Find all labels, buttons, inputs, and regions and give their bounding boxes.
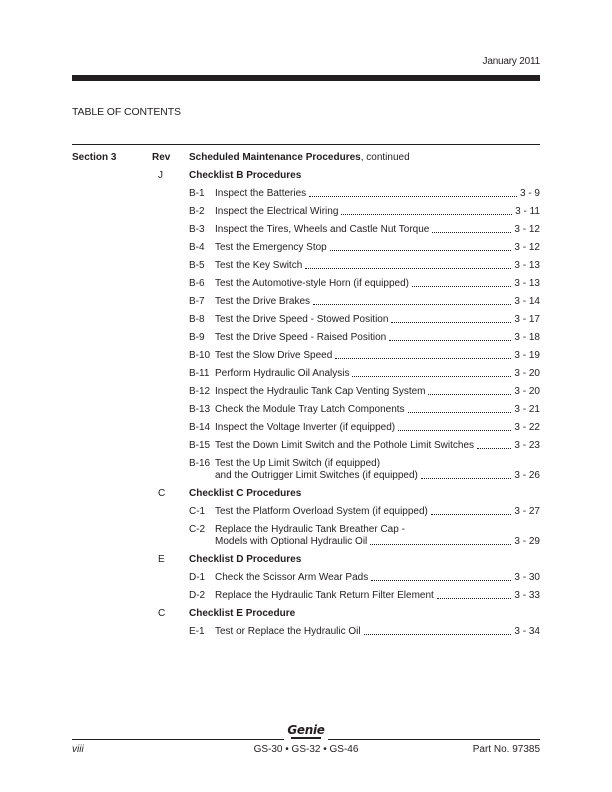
procedure-code: B-11 [189,368,210,379]
procedure-title: Test the Up Limit Switch (if equipped) [215,458,381,469]
toc-entry[interactable] [0,242,612,256]
page-ref: 3 - 27 [514,506,540,517]
page-ref: 3 - 12 [514,224,540,235]
dot-leader [330,250,512,251]
procedure-title: Check the Module Tray Latch Components [215,404,405,415]
procedure-code: B-15 [189,440,211,451]
procedure-title: Inspect the Batteries [215,188,307,199]
page-ref: 3 - 13 [514,278,540,289]
toc-checklist-heading [0,554,612,568]
dot-leader [389,340,511,341]
procedure-code: B-5 [189,260,205,271]
procedure-title: Test the Drive Brakes [215,296,311,307]
checklist-title: Checklist E Procedure [189,608,296,619]
procedure-code: B-6 [189,278,205,289]
toc-entry[interactable] [0,188,612,202]
dot-leader [370,544,511,545]
model-numbers: GS-30 • GS-32 • GS-46 [253,744,359,755]
dot-leader [428,394,511,395]
toc-entry[interactable] [0,590,612,604]
page-ref: 3 - 17 [514,314,540,325]
procedure-title: Inspect the Hydraulic Tank Cap Venting System [215,386,426,397]
part-number: Part No. 97385 [472,744,540,755]
procedure-code: E-1 [189,626,205,637]
procedure-code: B-8 [189,314,205,325]
page-ref: 3 - 20 [514,368,540,379]
toc-entry-line [215,590,540,602]
procedure-code: B-13 [189,404,211,415]
toc-entry-line [215,278,540,290]
procedure-title-continued: and the Outrigger Limit Switches (if equipped) [215,470,418,481]
section-heading-suffix: , continued [360,152,410,163]
toc-entry[interactable] [0,350,612,364]
procedure-code: B-14 [189,422,211,433]
toc-entry[interactable] [0,440,612,454]
toc-entry-line [215,242,540,254]
page-ref: 3 - 12 [514,242,540,253]
toc-entry[interactable] [0,422,612,436]
genie-logo [285,723,327,743]
dot-leader [341,214,512,215]
dot-leader [477,448,511,449]
procedure-code: B-1 [189,188,205,199]
footer-rule-left [72,739,284,740]
procedure-title: Replace the Hydraulic Tank Breather Cap - [215,524,405,535]
toc-entry-line [215,332,540,344]
dot-leader [408,412,512,413]
section-heading-title: Scheduled Maintenance Procedures [189,152,361,163]
toc-entry-line [215,350,540,362]
toc-entry[interactable] [0,296,612,310]
toc-entry-line [215,386,540,398]
checklist-title: Checklist C Procedures [189,488,302,499]
toc-entry-line [215,470,540,482]
procedure-title: Test the Drive Speed - Raised Position [215,332,387,343]
toc-entry[interactable] [0,278,612,292]
page-ref: 3 - 14 [514,296,540,307]
procedure-code: B-10 [189,350,211,361]
procedure-title: Test the Platform Overload System (if equipped) [215,506,428,517]
genie-logo-wordmark: Genie [287,723,325,737]
toc-entry-line [215,206,540,218]
procedure-code: D-1 [189,572,206,583]
rev-column-header: Rev [152,152,171,163]
procedure-code: B-12 [189,386,211,397]
checklist-title: Checklist B Procedures [189,170,302,181]
toc-entry[interactable] [0,506,612,520]
dot-leader [371,580,511,581]
procedure-title: Test the Emergency Stop [215,242,327,253]
toc-entry-line [215,404,540,416]
procedure-title: Test the Automotive-style Horn (if equipped) [215,278,409,289]
dot-leader [398,430,511,431]
procedure-code: B-9 [189,332,205,343]
procedure-title: Inspect the Voltage Inverter (if equipped) [215,422,396,433]
dot-leader [421,478,512,479]
dot-leader [437,598,512,599]
toc-entry-line [215,572,540,584]
toc-entry-line [215,296,540,308]
toc-checklist-heading [0,488,612,502]
page-ref: 3 - 23 [514,440,540,451]
procedure-title: Test the Key Switch [215,260,303,271]
page-ref: 3 - 18 [514,332,540,343]
page-ref: 3 - 21 [514,404,540,415]
toc-checklist-heading [0,608,612,622]
procedure-title: Inspect the Electrical Wiring [215,206,339,217]
document-date: January 2011 [482,56,540,67]
rev-letter: J [158,170,163,181]
page-ref: 3 - 22 [514,422,540,433]
toc-entry-line [215,314,540,326]
toc-entry-line [215,422,540,434]
toc-entry-line [215,368,540,380]
procedure-title: Test the Drive Speed - Stowed Position [215,314,389,325]
dot-leader [305,268,511,269]
footer-rule-right [328,739,540,740]
page-title: TABLE OF CONTENTS [72,106,181,118]
toc-entry[interactable] [0,626,612,640]
page-ref: 3 - 11 [515,206,540,217]
procedure-code: B-7 [189,296,205,307]
toc-entry-line [215,260,540,272]
toc-entry-line [215,626,540,638]
page-ref: 3 - 9 [519,188,540,199]
toc-entry[interactable] [0,314,612,328]
toc-entry-line [215,224,540,236]
page-ref: 3 - 33 [514,590,540,601]
page-ref: 3 - 29 [514,536,540,547]
toc-entry-line [215,440,540,452]
dot-leader [391,322,511,323]
rev-letter: E [158,554,165,565]
procedure-code: C-2 [189,524,206,535]
toc-entry[interactable] [0,224,612,238]
rev-letter: C [158,488,166,499]
dot-leader [432,232,511,233]
procedure-title: Perform Hydraulic Oil Analysis [215,368,350,379]
rev-letter: C [158,608,166,619]
procedure-code: B-3 [189,224,205,235]
page-ref: 3 - 13 [514,260,540,271]
procedure-title: Check the Scissor Arm Wear Pads [215,572,369,583]
dot-leader [352,376,511,377]
toc-entry[interactable] [0,206,612,220]
procedure-title: Replace the Hydraulic Tank Return Filter Element [215,590,434,601]
procedure-code: D-2 [189,590,206,601]
dot-leader [335,358,511,359]
section-label: Section 3 [72,152,117,163]
procedure-code: B-4 [189,242,205,253]
toc-entry[interactable] [0,572,612,586]
dot-leader [431,514,512,515]
page-ref: 3 - 20 [514,386,540,397]
toc-entry[interactable] [0,524,612,547]
procedure-code: B-2 [189,206,205,217]
toc-entry[interactable] [0,260,612,274]
procedure-title: Test the Down Limit Switch and the Pothole Limit Switches [215,440,475,451]
procedure-title: Test or Replace the Hydraulic Oil [215,626,361,637]
dot-leader [309,196,517,197]
toc-entry-line [215,536,540,548]
procedure-code: B-16 [189,458,211,469]
toc-entry[interactable] [0,386,612,400]
procedure-code: C-1 [189,506,206,517]
toc-entry[interactable] [0,458,612,481]
toc-entry-line [215,188,540,200]
dot-leader [313,304,511,305]
toc-entry[interactable] [0,368,612,382]
toc-entry[interactable] [0,404,612,418]
page-ref: 3 - 19 [514,350,540,361]
toc-checklist-heading [0,170,612,184]
page-ref: 3 - 30 [514,572,540,583]
toc-entry-line [215,506,540,518]
page-number: viii [72,744,84,755]
page-ref: 3 - 26 [514,470,540,481]
dot-leader [364,634,512,635]
toc-entry[interactable] [0,332,612,346]
genie-logo-underline [291,737,321,739]
page-ref: 3 - 34 [514,626,540,637]
procedure-title-continued: Models with Optional Hydraulic Oil [215,536,368,547]
procedure-title: Inspect the Tires, Wheels and Castle Nut Torque [215,224,430,235]
checklist-title: Checklist D Procedures [189,554,302,565]
dot-leader [412,286,511,287]
procedure-title: Test the Slow Drive Speed [215,350,333,361]
